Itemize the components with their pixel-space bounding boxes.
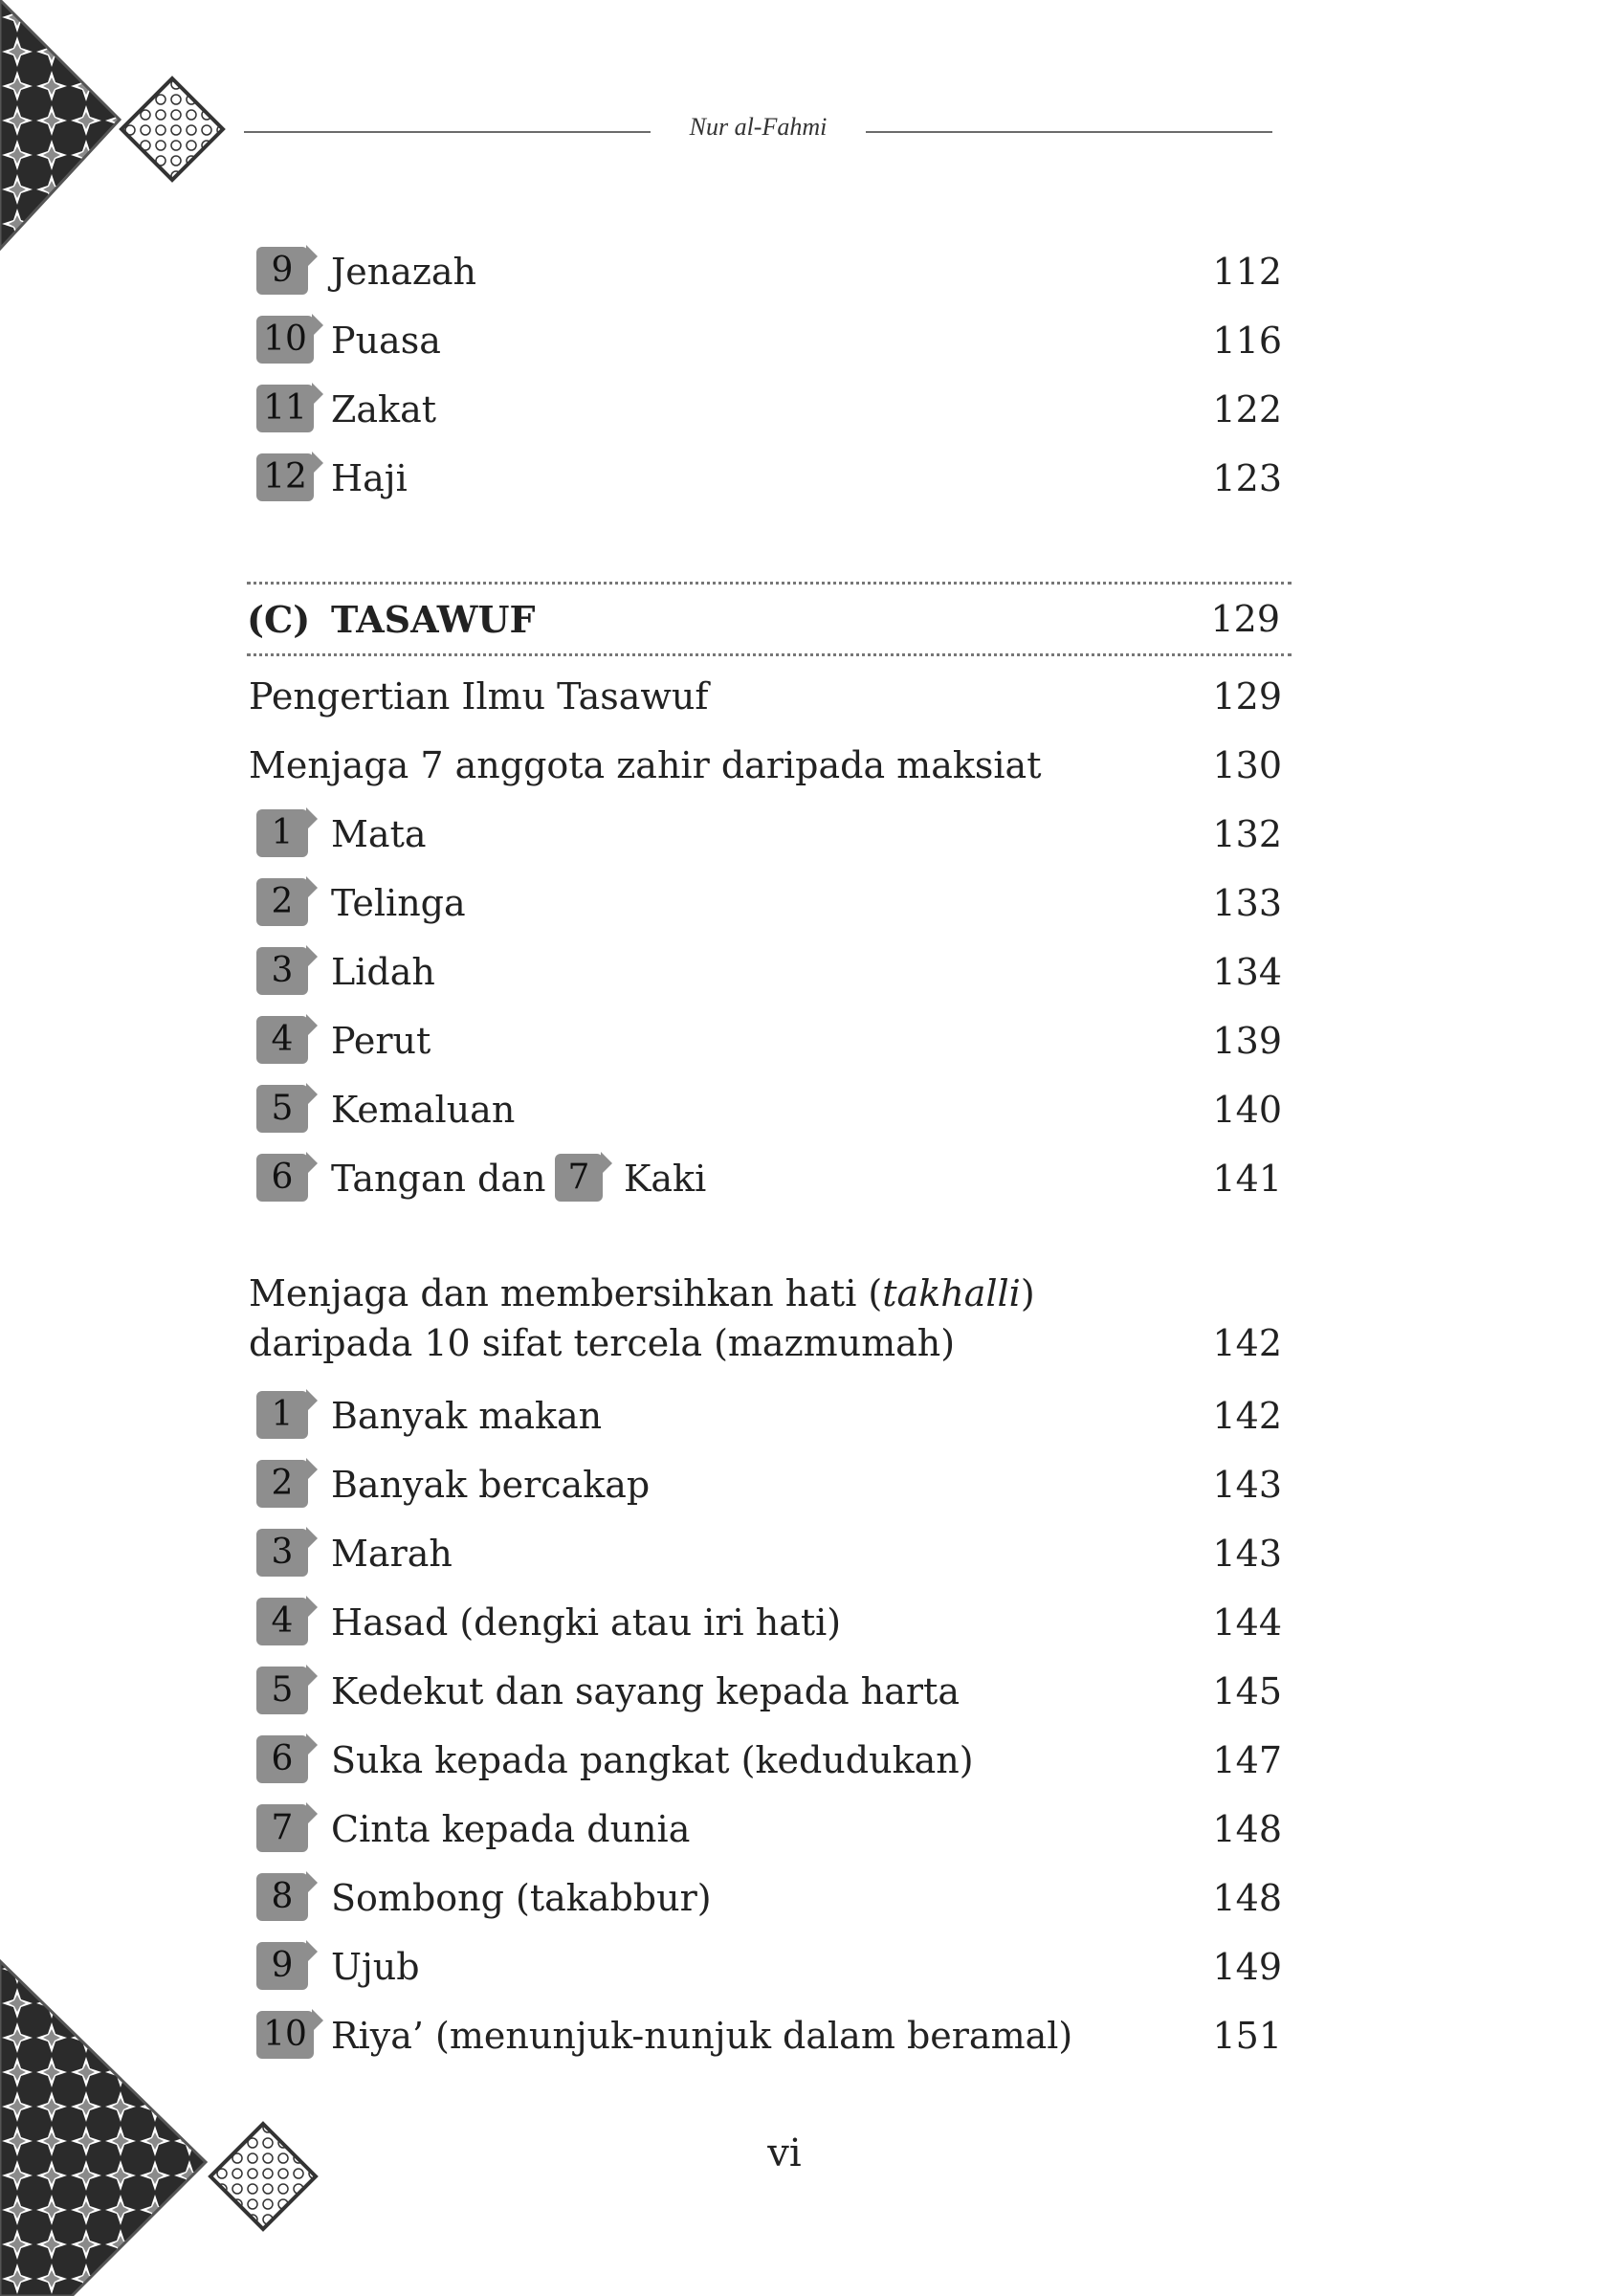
toc-page: 149: [1212, 1946, 1282, 1988]
toc-row[interactable]: [249, 670, 1282, 733]
toc-page: 130: [1212, 744, 1282, 786]
number-badge: 5: [256, 1667, 308, 1714]
toc-row[interactable]: [249, 2009, 1282, 2072]
toc-row[interactable]: [249, 1389, 1282, 1452]
toc-page: 112: [1212, 251, 1282, 293]
toc-label: Sombong (takabbur): [331, 1877, 712, 1919]
toc-label: Zakat: [331, 388, 437, 430]
toc-label: Riya’ (menunjuk-nunjuk dalam beramal): [331, 2015, 1073, 2057]
toc-page: 122: [1212, 388, 1282, 430]
header-rule-left: [244, 131, 651, 133]
toc-row[interactable]: [249, 383, 1282, 446]
number-badge: 5: [256, 1085, 308, 1133]
number-badge: 4: [256, 1598, 308, 1645]
section-page: 129: [1210, 598, 1280, 640]
toc-label: Pengertian Ilmu Tasawuf: [249, 675, 709, 718]
toc-label-line1: Menjaga dan membersihkan hati (takhalli): [249, 1272, 1035, 1314]
number-badge: 3: [256, 947, 308, 995]
toc-label: Banyak makan: [331, 1395, 603, 1437]
toc-row[interactable]: [249, 739, 1282, 802]
toc-row[interactable]: [249, 245, 1282, 308]
section-code: (C): [247, 598, 311, 641]
corner-ornament-top-left: [0, 0, 230, 258]
toc-page: 143: [1212, 1533, 1282, 1575]
toc-row[interactable]: [249, 1152, 1282, 1215]
toc-page: 140: [1212, 1089, 1282, 1131]
number-badge: 1: [256, 1391, 308, 1439]
toc-row[interactable]: [249, 452, 1282, 515]
number-badge: 10: [256, 2011, 314, 2059]
toc-row[interactable]: [249, 1665, 1282, 1728]
toc-row[interactable]: [249, 1014, 1282, 1077]
toc-page: 132: [1212, 813, 1282, 855]
number-badge: 9: [256, 247, 308, 295]
number-badge: 9: [256, 1942, 308, 1990]
toc-page: 123: [1212, 457, 1282, 499]
toc-label: Suka kepada pangkat (kedudukan): [331, 1739, 974, 1781]
toc-label: Banyak bercakap: [331, 1464, 651, 1506]
toc-label: Perut: [331, 1020, 431, 1062]
header-rule-right: [866, 131, 1272, 133]
toc-label-line2: daripada 10 sifat tercela (mazmumah): [249, 1322, 956, 1364]
number-badge: 11: [256, 385, 314, 432]
toc-label: Cinta kepada dunia: [331, 1808, 691, 1850]
toc-row[interactable]: [249, 1802, 1282, 1866]
number-badge: 2: [256, 878, 308, 926]
toc-page: 144: [1212, 1601, 1282, 1644]
toc-label: Marah: [331, 1533, 453, 1575]
corner-ornament-bottom-left: [0, 1952, 325, 2296]
number-badge: 7: [555, 1154, 603, 1202]
toc-row[interactable]: [249, 1940, 1282, 2003]
number-badge: 6: [256, 1735, 308, 1783]
toc-page: 141: [1212, 1158, 1282, 1200]
toc-row[interactable]: [249, 807, 1282, 871]
toc-label: Jenazah: [331, 251, 476, 293]
toc-label: Menjaga 7 anggota zahir daripada maksiat: [249, 744, 1042, 786]
toc-page: 151: [1212, 2015, 1282, 2057]
running-header: [244, 113, 1272, 151]
toc-page: 143: [1212, 1464, 1282, 1506]
toc-row[interactable]: [249, 1871, 1282, 1934]
toc-label: Kaki: [624, 1158, 707, 1200]
toc-label: Kemaluan: [331, 1089, 516, 1131]
number-badge: 12: [256, 453, 314, 501]
toc-entry-hati[interactable]: [249, 1272, 1282, 1378]
toc-page: 145: [1212, 1670, 1282, 1712]
number-badge: 1: [256, 809, 308, 857]
toc-row[interactable]: [249, 1596, 1282, 1659]
toc-row[interactable]: [249, 314, 1282, 377]
section-heading-tasawuf[interactable]: [247, 582, 1292, 656]
page-number: vi: [767, 2131, 802, 2175]
toc-page: 139: [1212, 1020, 1282, 1062]
toc-label: Hasad (dengki atau iri hati): [331, 1601, 842, 1644]
toc-label: Telinga: [331, 882, 466, 924]
number-badge: 6: [256, 1154, 308, 1202]
header-title: Nur al-Fahmi: [689, 113, 828, 141]
toc-page: 142: [1212, 1322, 1282, 1364]
toc-label: Ujub: [331, 1946, 420, 1988]
number-badge: 4: [256, 1016, 308, 1064]
number-badge: 3: [256, 1529, 308, 1577]
toc-label: Kedekut dan sayang kepada harta: [331, 1670, 960, 1712]
toc-row[interactable]: [249, 1458, 1282, 1521]
toc-page: 134: [1212, 951, 1282, 993]
toc-page: 148: [1212, 1877, 1282, 1919]
toc-label: Mata: [331, 813, 427, 855]
toc-row[interactable]: [249, 1083, 1282, 1146]
toc-label: Lidah: [331, 951, 435, 993]
toc-label: Haji: [331, 457, 408, 499]
toc-row[interactable]: [249, 876, 1282, 939]
toc-row[interactable]: [249, 1527, 1282, 1590]
toc-label: Puasa: [331, 320, 441, 362]
toc-row[interactable]: [249, 1733, 1282, 1797]
toc-page: 116: [1212, 320, 1282, 362]
toc-label: Tangan dan: [331, 1158, 546, 1200]
section-title: TASAWUF: [331, 598, 536, 641]
number-badge: 8: [256, 1873, 308, 1921]
toc-page: 142: [1212, 1395, 1282, 1437]
number-badge: 2: [256, 1460, 308, 1508]
number-badge: 10: [256, 316, 314, 364]
toc-page: 147: [1212, 1739, 1282, 1781]
toc-page: 148: [1212, 1808, 1282, 1850]
toc-page: 129: [1212, 675, 1282, 718]
number-badge: 7: [256, 1804, 308, 1852]
toc-row[interactable]: [249, 945, 1282, 1008]
toc-page: 133: [1212, 882, 1282, 924]
